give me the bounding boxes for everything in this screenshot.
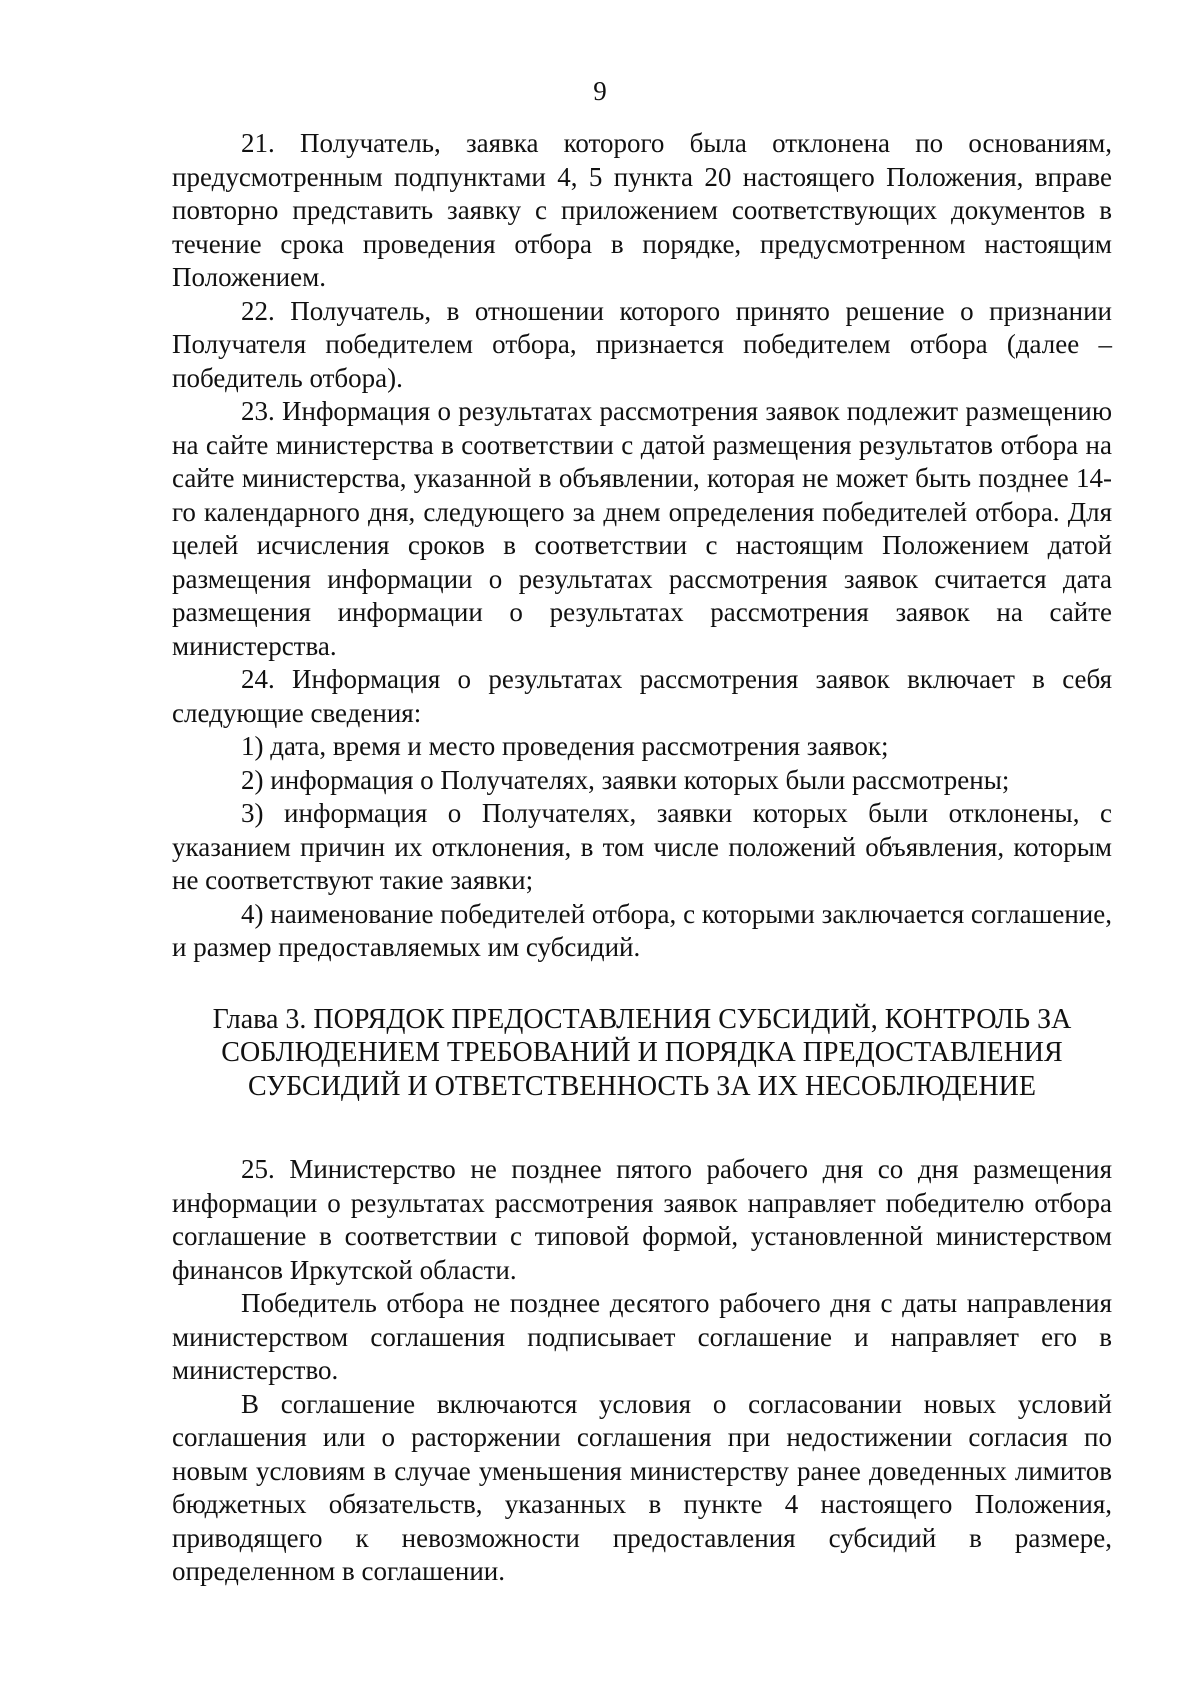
chapter-heading-line-1: Глава 3. ПОРЯДОК ПРЕДОСТАВЛЕНИЯ СУБСИДИЙ, КОНТРОЛЬ ЗА <box>212 1003 1072 1035</box>
list-item-1: 1) дата, время и место проведения рассмотрения заявок; <box>241 731 889 761</box>
chapter-heading-line-3: СУБСИДИЙ И ОТВЕТСТВЕННОСТЬ ЗА ИХ НЕСОБЛЮДЕНИЕ <box>247 1070 1036 1102</box>
chapter-heading <box>172 1003 1112 1104</box>
list-item-2: 2) информация о Получателях, заявки которых были рассмотрены; <box>241 764 1010 795</box>
paragraph-25: 25. Министерство не позднее пятого рабочего дня со дня размещения информации о результатах рассмотрения заявок направляет победителю отбора соглашение в соответствии с типовой формой, установленной министерством финансов Иркутской области. <box>172 1154 1112 1285</box>
list-item-3: 3) информация о Получателях, заявки которых были отклонены, с указанием причин их отклонения, в том числе положений объявления, которым не соответствуют такие заявки; <box>172 798 1112 895</box>
page-number: 9 <box>593 76 607 106</box>
paragraph-23: 23. Информация о результатах рассмотрения заявок подлежит размещению на сайте министерства в соответствии с датой размещения результатов отбора на сайте министерства, указанной в объявлении, которая не может быть позднее 14-го календарного дня, следующего за днем определения победителей отбора. Для целей исчисления сроков в соответствии с настоящим Положением датой размещения информации о результатах рассмотрения заявок считается дата размещения информации о результатах рассмотрения заявок на сайте министерства. <box>172 396 1112 661</box>
paragraph-22: 22. Получатель, в отношении которого принято решение о признании Получателя победителем отбора, признается победителем отбора (далее – победитель отбора). <box>172 295 1112 393</box>
paragraph-21: 21. Получатель, заявка которого была отклонена по основаниям, предусмотренным подпунктами 4, 5 пункта 20 настоящего Положения, вправе повторно представить заявку с приложением соответствующих документов в течение срока проведения отбора в порядке, предусмотренном настоящим Положением. <box>172 128 1112 292</box>
document-body <box>172 127 1112 1589</box>
paragraph-agreement-conditions: В соглашение включаются условия о согласовании новых условий соглашения или о расторжении соглашения при недостижении согласия по новым условиям в случае уменьшения министерству ранее доведенных лимитов бюджетных обязательств, указанных в пункте 4 настоящего Положения, приводящего к невозможности предоставления субсидий в размере, определенном в соглашении. <box>172 1388 1112 1586</box>
paragraph-winner-signing: Победитель отбора не позднее десятого рабочего дня с даты направления министерством соглашения подписывает соглашение и направляет его в министерство. <box>172 1288 1112 1385</box>
chapter-heading-line-2: СОБЛЮДЕНИЕМ ТРЕБОВАНИЙ И ПОРЯДКА ПРЕДОСТАВЛЕНИЯ <box>221 1037 1063 1068</box>
list-item-4: 4) наименование победителей отбора, с которыми заключается соглашение, и размер предоставляемых им субсидий. <box>172 898 1112 962</box>
paragraph-24: 24. Информация о результатах рассмотрения заявок включает в себя следующие сведения: <box>172 664 1112 728</box>
